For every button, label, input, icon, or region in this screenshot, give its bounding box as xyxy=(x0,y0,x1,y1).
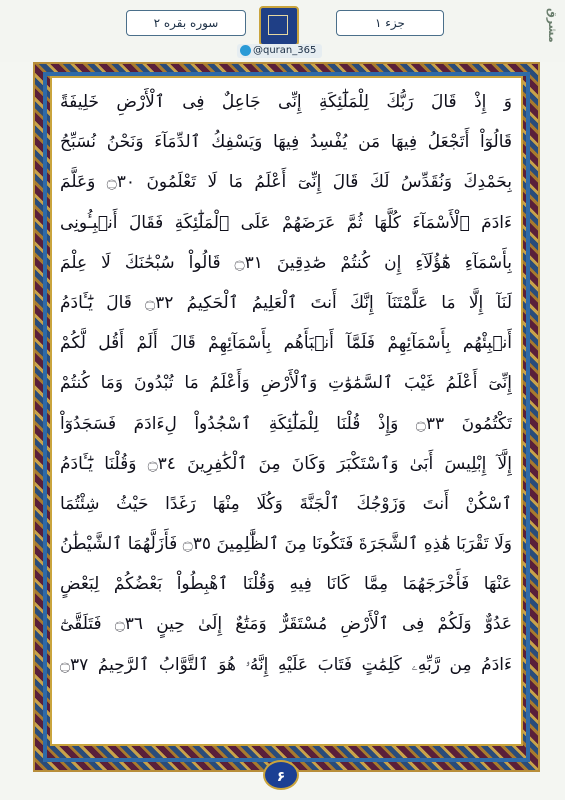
verse-line: أَنۢبِئْهُم بِأَسْمَآئِهِمْ فَلَمَّآ أَنۢبَأَهُم بِأَسْمَآئِهِمْ قَالَ أَلَمْ أَقُل لَّكُمْ xyxy=(60,333,512,354)
verse-line: قَالُوٓاْ أَتَجْعَلُ فِيهَا مَن يُفْسِدُ فِيهَا وَيَسْفِكُ ٱلدِّمَآءَ وَنَحْنُ نُسَبِّحُ xyxy=(60,132,512,153)
verse-line: عَنْهَا فَأَخْرَجَهُمَا مِمَّا كَانَا فِيهِ وَقُلْنَا ٱهْبِطُواْ بَعْضُكُمْ لِبَعْضٍ xyxy=(60,574,512,595)
verse-line: بِحَمْدِكَ وَنُقَدِّسُ لَكَ قَالَ إِنِّىٓ أَعْلَمُ مَا لَا تَعْلَمُونَ ۝٣٠ وَعَلَّمَ xyxy=(60,172,512,193)
verse-line: لَنَآ إِلَّا مَا عَلَّمْتَنَآ إِنَّكَ أَنتَ ٱلْعَلِيمُ ٱلْحَكِيمُ ۝٣٢ قَالَ يَٰٓـَٔادَمُ xyxy=(60,292,512,313)
corner-logo: مشرق xyxy=(546,8,559,43)
page-number: ۶ xyxy=(263,760,299,790)
surah-label: سوره بقره ۲ xyxy=(126,10,246,36)
verse-lines xyxy=(60,82,512,685)
verse-line: ءَادَمَ ٱلْأَسْمَآءَ كُلَّهَا ثُمَّ عَرَضَهُمْ عَلَى ٱلْمَلَٰٓئِكَةِ فَقَالَ أَنۢبِـُٔونِى xyxy=(60,212,512,233)
verse-line: وَلَا تَقْرَبَا هَٰذِهِ ٱلشَّجَرَةَ فَتَكُونَا مِنَ ٱلظَّٰلِمِينَ ۝٣٥ فَأَزَلَّهُمَا ٱلشَّيْطَٰنُ xyxy=(60,534,512,555)
verse-line: تَكْتُمُونَ ۝٣٣ وَإِذْ قُلْنَا لِلْمَلَٰٓئِكَةِ ٱسْجُدُواْ لِءَادَمَ فَسَجَدُوٓاْ xyxy=(60,413,512,434)
juz-label: جزء ۱ xyxy=(336,10,444,36)
telegram-handle[interactable]: @quran_365 xyxy=(237,44,322,58)
verse-line: وَ إِذْ قَالَ رَبُّكَ لِلْمَلَٰٓئِكَةِ إِنِّى جَاعِلٌ فِى ٱلْأَرْضِ خَلِيفَةً xyxy=(60,92,512,112)
verse-line: إِنِّىٓ أَعْلَمُ غَيْبَ ٱلسَّمَٰوَٰتِ وَٱلْأَرْضِ وَأَعْلَمُ مَا تُبْدُونَ وَمَا كُنتُمْ xyxy=(60,373,512,394)
telegram-icon xyxy=(240,45,251,56)
verse-line: ءَادَمُ مِن رَّبِّهِۦ كَلِمَٰتٍ فَتَابَ عَلَيْهِ إِنَّهُۥ هُوَ ٱلتَّوَّابُ ٱلرَّحِيمُ ۝٣٧ xyxy=(60,654,512,675)
verse-line: عَدُوٌّ وَلَكُمْ فِى ٱلْأَرْضِ مُسْتَقَرٌّ وَمَتَٰعٌ إِلَىٰ حِينٍ ۝٣٦ فَتَلَقَّىٰٓ xyxy=(60,614,512,635)
page-header xyxy=(0,0,565,62)
quran-logo-icon xyxy=(259,6,299,46)
verse-line: بِأَسْمَآءِ هَٰٓؤُلَآءِ إِن كُنتُمْ صَٰدِقِينَ ۝٣١ قَالُواْ سُبْحَٰنَكَ لَا عِلْمَ xyxy=(60,252,512,273)
verse-line: إِلَّآ إِبْلِيسَ أَبَىٰ وَٱسْتَكْبَرَ وَكَانَ مِنَ ٱلْكَٰفِرِينَ ۝٣٤ وَقُلْنَا يَٰٓـَٔادَمُ xyxy=(60,453,512,474)
verse-line: ٱسْكُنْ أَنتَ وَزَوْجُكَ ٱلْجَنَّةَ وَكُلَا مِنْهَا رَغَدًا حَيْثُ شِئْتُمَا xyxy=(60,493,512,514)
